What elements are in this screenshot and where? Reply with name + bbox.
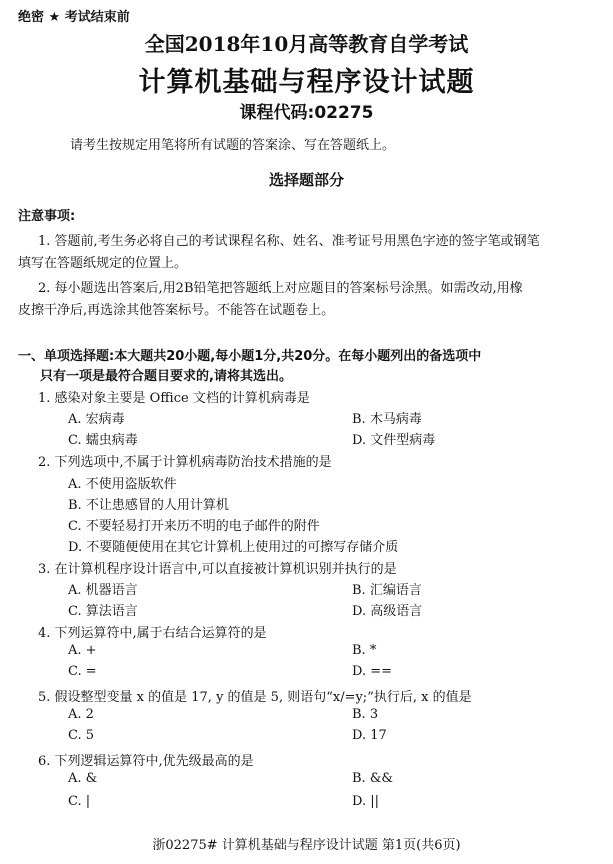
question-2-option-b: B. 不让患感冒的人用计算机 <box>68 498 229 513</box>
question-4-option-c: C. = <box>68 664 97 679</box>
question-3-option-a: A. 机器语言 <box>68 583 138 598</box>
question-3-option-d: D. 高级语言 <box>352 604 423 619</box>
question-3-option-c: C. 算法语言 <box>68 604 138 619</box>
note-2-line-1: 2. 每小题选出答案后,用2B铅笔把答题纸上对应题目的答案标号涂黑。如需改动,用橡 <box>38 281 523 296</box>
question-2-stem: 2. 下列选项中,不属于计算机病毒防治技术措施的是 <box>38 455 332 470</box>
question-6-option-d: D. || <box>352 794 379 809</box>
course-code: 课程代码:02275 <box>239 103 374 123</box>
question-5-option-c: C. 5 <box>68 728 95 743</box>
question-5-option-d: D. 17 <box>352 728 387 743</box>
section-title: 选择题部分 <box>268 171 344 189</box>
question-6-stem: 6. 下列逻辑运算符中,优先级最高的是 <box>38 754 254 769</box>
question-1-option-d: D. 文件型病毒 <box>352 433 436 448</box>
note-2-line-2: 皮擦干净后,再选涂其他答案标号。不能答在试题卷上。 <box>18 303 335 318</box>
question-4-stem: 4. 下列运算符中,属于右结合运算符的是 <box>38 626 267 641</box>
note-1-line-1: 1. 答题前,考生务必将自己的考试课程名称、姓名、准考证号用黑色字迹的签字笔或钢笔 <box>38 234 540 249</box>
question-2-option-a: A. 不使用盗版软件 <box>68 477 177 492</box>
question-5-option-b: B. 3 <box>352 707 379 722</box>
question-2-option-c: C. 不要轻易打开来历不明的电子邮件的附件 <box>68 519 320 534</box>
question-4-option-d: D. == <box>352 664 393 679</box>
question-6-option-b: B. && <box>352 771 393 786</box>
question-6-option-c: C. | <box>68 794 91 809</box>
part1-heading-line-1: 一、单项选择题:本大题共20小题,每小题1分,共20分。在每小题列出的备选项中 <box>18 349 482 364</box>
question-1-option-b: B. 木马病毒 <box>352 412 422 427</box>
question-6-option-a: A. & <box>68 771 98 786</box>
confidential-mark: 绝密 ★ 考试结束前 <box>18 10 130 25</box>
part1-heading-line-2: 只有一项是最符合题目要求的,请将其选出。 <box>40 369 292 384</box>
paper-title: 计算机基础与程序设计试题 <box>138 67 475 98</box>
question-3-stem: 3. 在计算机程序设计语言中,可以直接被计算机识别并执行的是 <box>38 562 397 577</box>
question-5-option-a: A. 2 <box>68 707 94 722</box>
question-4-option-b: B. * <box>352 643 377 658</box>
question-1-option-c: C. 蠕虫病毒 <box>68 433 138 448</box>
notes-title: 注意事项: <box>18 209 76 224</box>
question-1-stem: 1. 感染对象主要是 Office 文档的计算机病毒是 <box>38 391 310 406</box>
note-1-line-2: 填写在答题纸规定的位置上。 <box>18 256 188 271</box>
question-1-option-a: A. 宏病毒 <box>68 412 125 427</box>
page-footer: 浙02275# 计算机基础与程序设计试题 第1页(共6页) <box>152 838 461 853</box>
question-4-option-a: A. + <box>68 643 97 658</box>
question-2-option-d: D. 不要随便使用在其它计算机上使用过的可擦写存储介质 <box>68 540 399 555</box>
answer-instruction: 请考生按规定用笔将所有试题的答案涂、写在答题纸上。 <box>70 138 396 153</box>
question-5-stem: 5. 假设整型变量 x 的值是 17, y 的值是 5, 则语句“x/=y;”执行后, x 的值是 <box>38 690 472 705</box>
question-3-option-b: B. 汇编语言 <box>352 583 422 598</box>
exam-title: 全国2018年10月高等教育自学考试 <box>144 32 469 56</box>
